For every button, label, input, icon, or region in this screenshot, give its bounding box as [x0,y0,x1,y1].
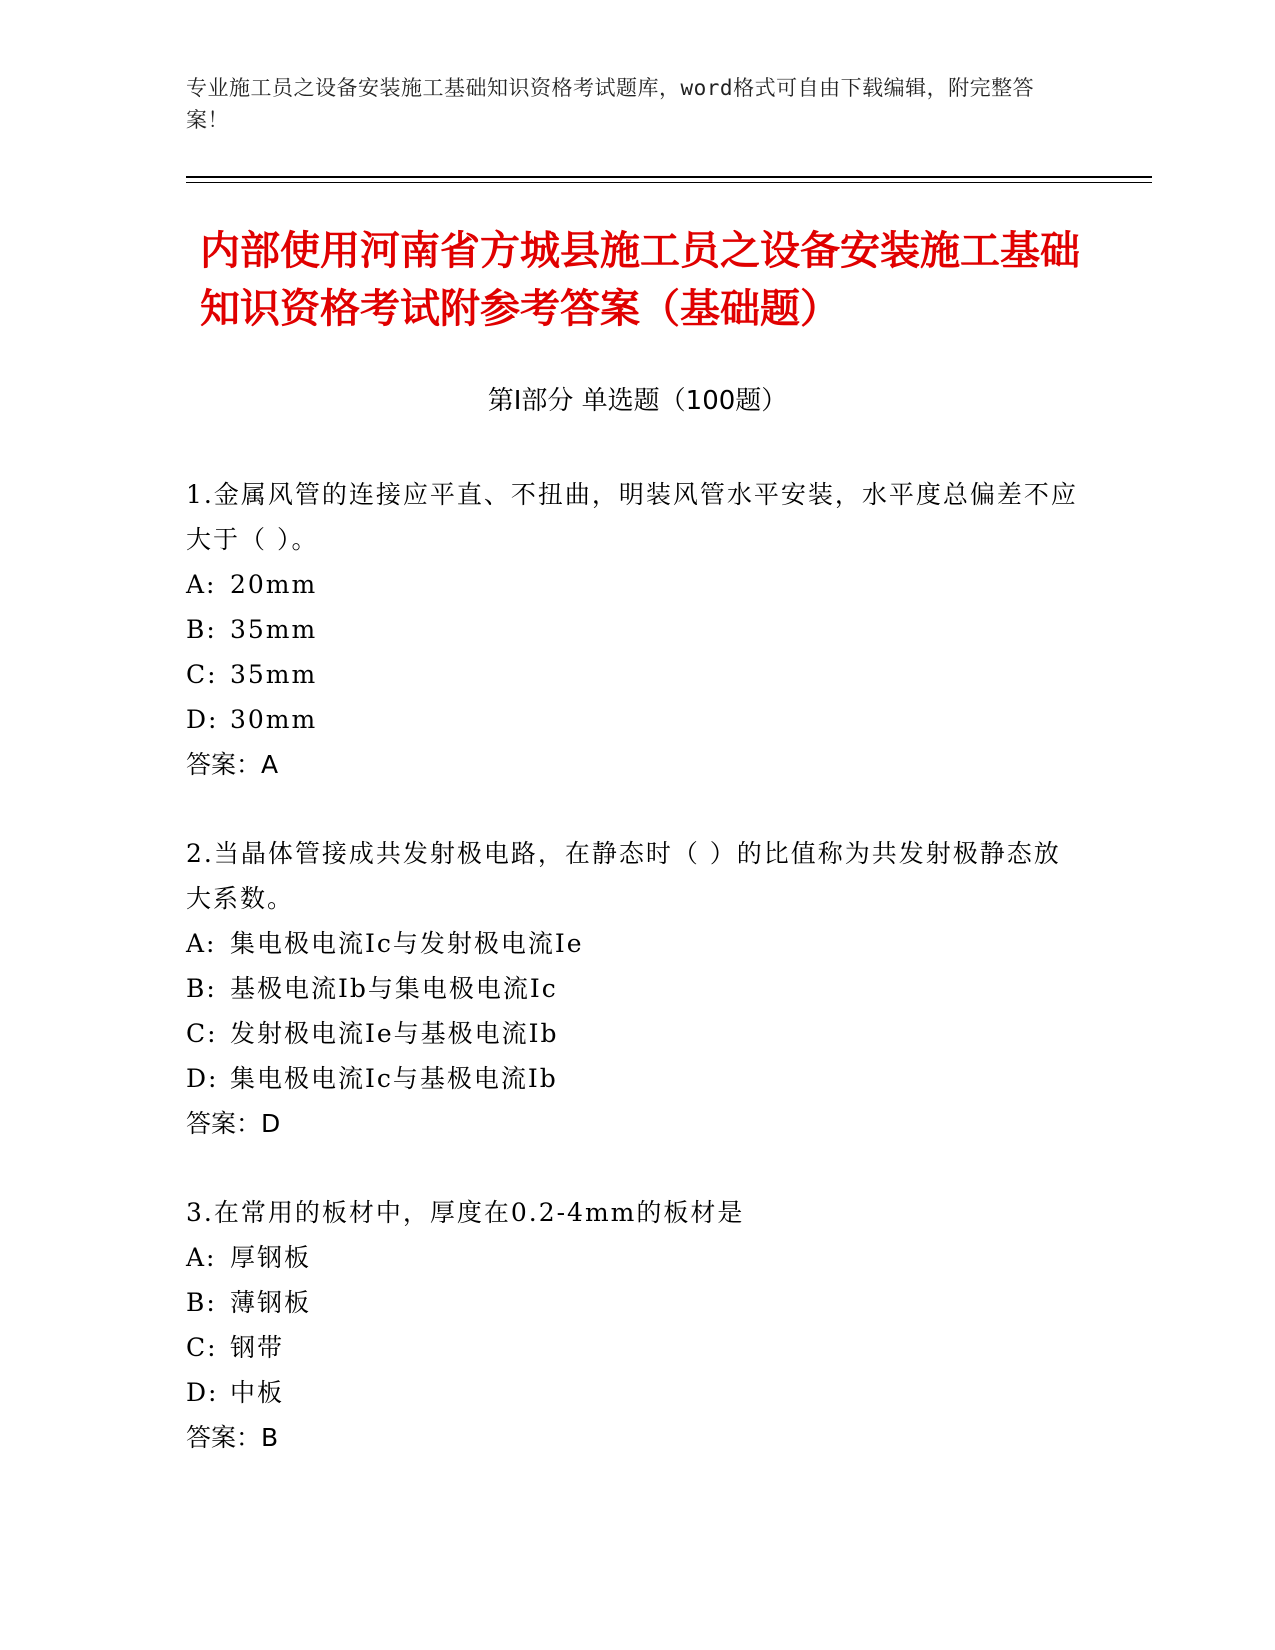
option-text: 集电极电流Ic与基极电流Ib [230,1064,558,1093]
option-text: 中板 [230,1378,285,1407]
option-text: 35mm [230,615,318,644]
option-c [186,652,1086,697]
option-c [186,1011,1086,1056]
answer-line [186,1415,1086,1460]
question-2 [186,831,1086,1146]
option-text: 薄钢板 [230,1288,312,1317]
question-3 [186,1190,1086,1460]
option-key: B: [186,974,217,1003]
document-title: 内部使用河南省方城县施工员之设备安装施工基础知识资格考试附参考答案（基础题） [200,228,1080,332]
option-key: D: [186,1378,219,1407]
option-c [186,1325,1086,1370]
option-text: 基极电流Ib与集电极电流Ic [230,974,558,1003]
option-b [186,607,1086,652]
option-key: C: [186,660,218,689]
option-key: D: [186,1064,219,1093]
option-text: 35mm [230,660,318,689]
option-text: 20mm [230,570,318,599]
option-key: B: [186,1288,217,1317]
answer-prefix: 答案： [186,1423,262,1452]
option-b [186,1280,1086,1325]
option-key: C: [186,1333,218,1362]
option-key: B: [186,615,217,644]
option-text: 发射极电流Ie与基极电流Ib [230,1019,559,1048]
answer-value: D [261,1109,281,1138]
answer-value: A [261,750,279,779]
option-text: 厚钢板 [230,1243,312,1272]
option-key: A: [186,929,217,958]
header-note: 专业施工员之设备安装施工基础知识资格考试题库，word格式可自由下载编辑，附完整答案！ [186,76,1035,132]
option-text: 30mm [230,705,318,734]
question-1 [186,472,1086,787]
option-d [186,1056,1086,1101]
option-key: A: [186,570,217,599]
answer-prefix: 答案： [186,1109,262,1138]
question-list [186,472,1086,1504]
option-key: D: [186,705,219,734]
option-b [186,966,1086,1011]
option-a [186,921,1086,966]
option-d [186,1370,1086,1415]
option-key: C: [186,1019,218,1048]
answer-prefix: 答案： [186,750,262,779]
option-text: 钢带 [230,1333,285,1362]
question-stem: 1.金属风管的连接应平直、不扭曲，明装风管水平安装，水平度总偏差不应大于（ ）。 [186,480,1078,554]
option-a [186,1235,1086,1280]
question-stem: 2.当晶体管接成共发射极电路，在静态时（ ）的比值称为共发射极静态放大系数。 [186,839,1061,913]
header-divider-thin [186,182,1152,183]
answer-line [186,1101,1086,1146]
answer-line [186,742,1086,787]
option-a [186,562,1086,607]
question-stem: 3.在常用的板材中，厚度在0.2-4mm的板材是 [186,1198,745,1227]
option-d [186,697,1086,742]
section-title: 第Ⅰ部分 单选题（100题） [487,386,788,416]
option-text: 集电极电流Ic与发射极电流Ie [230,929,584,958]
answer-value: B [261,1423,279,1452]
header-divider-thick [186,176,1152,178]
option-key: A: [186,1243,217,1272]
